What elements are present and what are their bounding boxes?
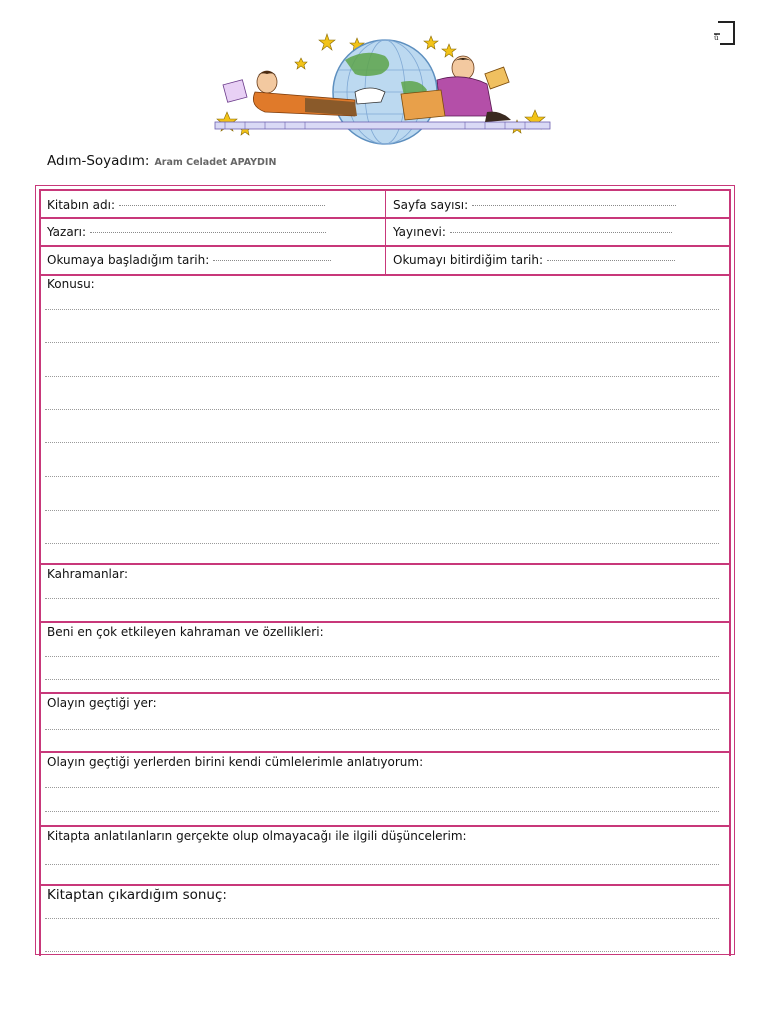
section-divider [41, 751, 729, 753]
topic-line[interactable] [45, 409, 719, 410]
reading-report-form [35, 185, 735, 955]
student-name [47, 153, 276, 169]
conclusion-line[interactable] [45, 951, 719, 952]
section-divider [41, 884, 729, 886]
book-title-line [119, 205, 325, 206]
form-inner-border [39, 189, 731, 956]
end-date-line [547, 260, 675, 261]
section-divider [41, 563, 729, 565]
setting-label: Olayın geçtiği yer: [47, 696, 157, 710]
document-corner-icon [712, 20, 736, 46]
end-date-label: Okumayı bitirdiğim tarih: [393, 253, 544, 267]
section-divider [41, 825, 729, 827]
topic-line[interactable] [45, 543, 719, 544]
section-divider [41, 621, 729, 623]
topic-line[interactable] [45, 510, 719, 511]
favorite-character-label: Beni en çok etkileyen kahraman ve özellikleri: [47, 625, 324, 639]
author-label: Yazarı: [47, 225, 86, 239]
characters-label: Kahramanlar: [47, 567, 129, 581]
favorite-character-line[interactable] [45, 679, 719, 680]
topic-label: Konusu: [47, 277, 95, 291]
info-column-divider [385, 191, 386, 275]
setting-description-line[interactable] [45, 811, 719, 812]
start-date-label: Okumaya başladığım tarih: [47, 253, 210, 267]
setting-description-line[interactable] [45, 787, 719, 788]
author-line [90, 232, 326, 233]
favorite-character-line[interactable] [45, 656, 719, 657]
characters-line[interactable] [45, 598, 719, 599]
end-date-field[interactable] [393, 253, 675, 267]
section-divider [41, 692, 729, 694]
author-field[interactable] [47, 225, 326, 239]
topic-line[interactable] [45, 442, 719, 443]
student-name-label: Adım-Soyadım: [47, 153, 150, 169]
page-count-label: Sayfa sayısı: [393, 198, 469, 212]
svg-text:ü: ü [714, 34, 719, 42]
publisher-label: Yayınevi: [393, 225, 446, 239]
setting-description-label: Olayın geçtiği yerlerden birini kendi cümlelerimle anlatıyorum: [47, 755, 424, 769]
topic-line[interactable] [45, 376, 719, 377]
reality-thoughts-label: Kitapta anlatılanların gerçekte olup olmayacağı ile ilgili düşüncelerim: [47, 829, 467, 843]
setting-line[interactable] [45, 729, 719, 730]
publisher-field[interactable] [393, 225, 672, 239]
info-row-divider [41, 217, 729, 219]
children-reading-globe-illustration [205, 30, 560, 146]
conclusion-label: Kitaptan çıkardığım sonuç: [47, 887, 227, 903]
info-row-divider [41, 274, 729, 276]
topic-line[interactable] [45, 342, 719, 343]
topic-line[interactable] [45, 476, 719, 477]
start-date-line [213, 260, 331, 261]
topic-line[interactable] [45, 309, 719, 310]
start-date-field[interactable] [47, 253, 331, 267]
page-count-field[interactable] [393, 198, 676, 212]
info-row-divider [41, 245, 729, 247]
conclusion-line[interactable] [45, 918, 719, 919]
book-title-field[interactable] [47, 198, 325, 212]
book-title-label: Kitabın adı: [47, 198, 115, 212]
reality-thoughts-line[interactable] [45, 864, 719, 865]
student-name-value: Aram Celadet APAYDIN [154, 157, 277, 168]
publisher-line [450, 232, 672, 233]
page-count-line [472, 205, 676, 206]
